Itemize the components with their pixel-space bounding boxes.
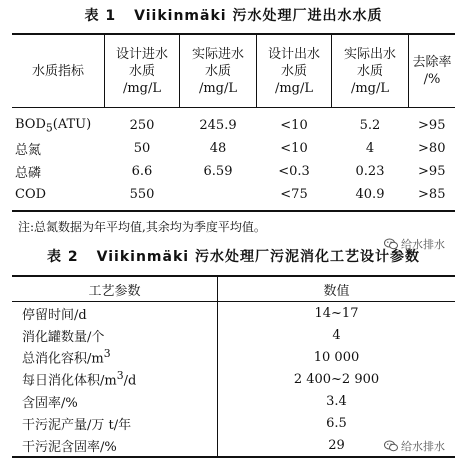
table1-header-actual-influent [180,34,257,108]
row-label [12,368,218,390]
row-label-text: 总消化容积/m [22,351,104,367]
table-cell: <10 [280,141,308,156]
header-line: /% [423,72,441,87]
header-line: /mg/L [350,80,390,96]
table-cell: 2 400~2 900 [218,368,456,390]
table-cell: 10 000 [218,346,456,368]
table-row [12,137,455,160]
table-cell: 6.6 [131,164,153,179]
digestion-parameters-table [12,275,455,458]
table-row [12,324,455,346]
table-row [12,390,455,412]
table-cell: 6.5 [218,412,456,434]
table1-header-indicator [12,34,105,108]
wechat-icon [384,440,398,452]
row-label: 消化罐数量/个 [22,329,105,345]
table2-header-parameter: 工艺参数 [12,276,218,302]
header-line: /mg/L [122,80,162,96]
table-cell: 6.59 [203,164,233,179]
table1-header-actual-effluent [332,34,409,108]
header-line: 水质 [280,63,307,79]
row-label [12,108,105,138]
table-cell: 14~17 [218,302,456,325]
row-label: 停留时间/d [22,307,87,323]
table-row [12,108,455,138]
table-row [12,368,455,390]
header-line: 水质 [204,63,231,79]
table-cell: 4 [365,141,375,156]
table-row [12,412,455,434]
table-cell [180,183,257,211]
table1-number: 表 1 [84,8,117,24]
header-line: 水质 [128,63,155,79]
table1-note: 注:总氮数据为年平均值,其余均为季度平均值。 [18,220,266,234]
header-line: 设计出水 [267,46,320,62]
row-label-superscript: 3 [116,369,124,383]
row-label: 干污泥含固率/% [22,439,117,455]
table-cell: >95 [418,118,446,133]
table1-caption [0,5,467,25]
row-label: COD [15,187,47,202]
table-cell: 4 [218,324,456,346]
header-line: 设计进水 [115,46,168,62]
table1-header-removal-rate [409,34,456,108]
watermark [384,438,445,454]
table2-header-row [12,276,455,302]
table-cell: >80 [418,141,446,156]
row-label-superscript: 3 [103,347,111,361]
header-line: /mg/L [274,80,314,96]
row-label [12,346,218,368]
row-label: 总氮 [15,143,42,158]
row-label-text: 每日消化体积/m [22,373,117,389]
row-label-text: BOD [15,116,46,132]
row-label-suffix: /d [123,373,137,389]
table-row [12,183,455,211]
table-cell: 3.4 [218,390,456,412]
table-cell: 245.9 [199,118,237,133]
table-cell: <0.3 [278,164,310,179]
table-cell: 40.9 [355,187,385,202]
row-label-suffix: (ATU) [52,116,92,132]
header-line: 水质指标 [31,63,84,79]
table-cell: >95 [418,164,446,179]
table-cell: 5.2 [359,118,381,133]
table-cell: <10 [280,118,308,133]
table-cell: <75 [280,187,308,202]
table2-caption [0,246,467,266]
row-label: 含固率/% [22,395,78,411]
row-label: 干污泥产量/万 t/年 [22,417,132,433]
header-line: 水质 [356,63,383,79]
table-row [12,160,455,183]
table-cell: 0.23 [355,164,385,179]
header-line: /mg/L [198,80,238,96]
header-line: 实际出水 [343,46,396,62]
table-row [12,302,455,325]
table2-number: 表 2 [47,249,79,265]
header-line: 去除率 [412,55,452,70]
table1-title: Viikinmäki 污水处理厂进出水水质 [134,8,383,24]
water-quality-table [12,33,455,212]
table-cell: 29 [218,434,456,457]
table-row [12,346,455,368]
header-line: 实际进水 [191,46,244,62]
watermark-text: 给水排水 [401,440,445,453]
table-cell: 550 [129,187,155,202]
table2-header-value: 数值 [218,276,456,302]
table-cell: 48 [209,141,227,156]
table1-header-row [12,34,455,108]
row-label: 总磷 [15,166,42,181]
table1-header-design-influent [105,34,180,108]
table-cell: 250 [129,118,155,133]
table-cell: >85 [418,187,446,202]
table1-header-design-effluent [257,34,332,108]
table-cell: 50 [133,141,151,156]
row-label-subscript: 5 [45,121,53,135]
table2-title: Viikinmäki 污水处理厂污泥消化工艺设计参数 [96,249,420,265]
watermark-text: 给水排水 [401,238,445,251]
